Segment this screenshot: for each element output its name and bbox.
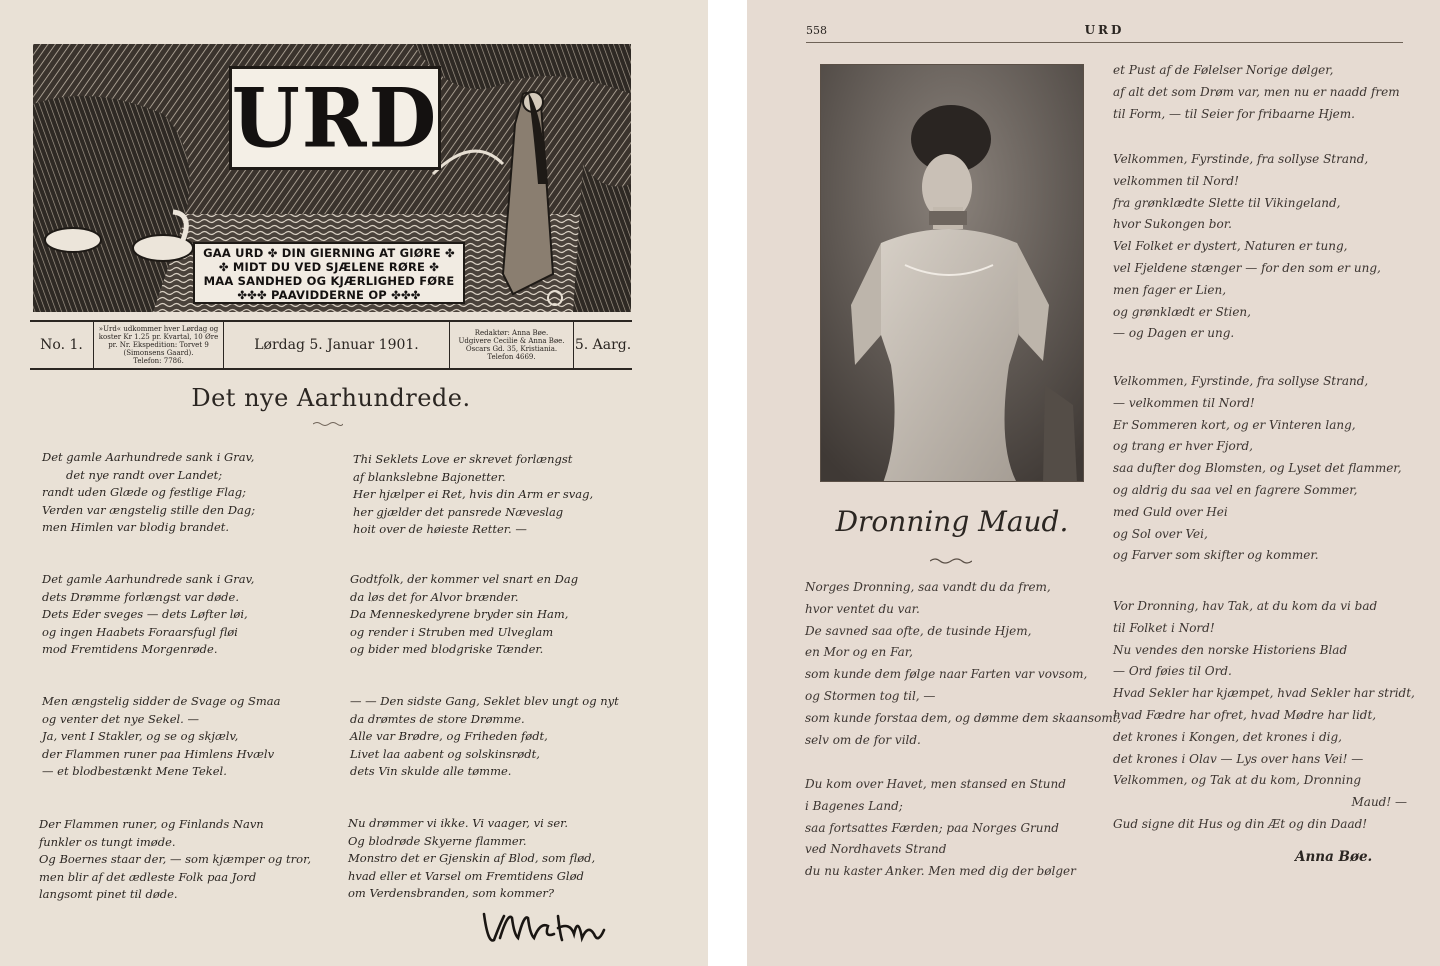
verse-line: Maud! —: [1351, 795, 1407, 810]
verse-line: dets Vin skulde alle tømme.: [350, 764, 512, 778]
poem-stanza: [348, 815, 595, 903]
verse-line: og bider med blodgriske Tænder.: [350, 642, 544, 656]
editorial-line: Oscars Gd. 35, Kristiania.: [465, 345, 558, 353]
poem-stanza: [42, 693, 281, 781]
motto-line: MAA SANDHED OG KJÆRLIGHED FØRE: [203, 274, 455, 288]
right-page: [747, 0, 1440, 966]
verse-line: Det gamle Aarhundrede sank i Grav,: [42, 572, 255, 586]
subscription-line: (Simonsens Gaard).: [123, 349, 194, 357]
subscription-line: koster Kr 1.25 pr. Kvartal, 10 Øre: [98, 333, 219, 341]
volume-number: 5. Aarg.: [574, 337, 632, 353]
verse-line: med Guld over Hei: [1113, 504, 1228, 519]
verse-line: Du kom over Havet, men stansed en Stund: [805, 777, 1066, 791]
verse-line: af blankslebne Bajonetter.: [353, 469, 506, 484]
left-page: [0, 0, 708, 966]
verse-line: saa fortsattes Færden; paa Norges Grund: [805, 820, 1059, 835]
verse-line: dets Drømme forlængst var døde.: [42, 589, 239, 604]
verse-line: som kunde forstaa dem, og dømme dem skaansomt,: [805, 710, 1122, 725]
poem-stanza: [42, 571, 254, 659]
editorial-line: Redaktør: Anna Bøe.: [474, 329, 549, 337]
editorial-line: Udgivere Cecilie & Anna Bøe.: [458, 337, 565, 345]
verse-line: vel Fjeldene stænger — for den som er ung,: [1113, 260, 1381, 275]
handwritten-signature: [478, 904, 610, 952]
verse-line: Verden var ængstelig stille den Dag;: [42, 502, 256, 517]
verse-line: De savned saa ofte, de tusinde Hjem,: [805, 623, 1032, 638]
verse-line: og render i Struben med Ulveglam: [350, 624, 554, 639]
verse-line: saa dufter dog Blomsten, og Lyset det flammer,: [1113, 461, 1402, 476]
motto-line: ✤✤✤ PAAVIDDERNE OP ✤✤✤: [237, 288, 421, 302]
editorial-line: Telefon 4669.: [487, 353, 536, 361]
verse-line: til Form, — til Seier for fribaarne Hjem.: [1113, 106, 1355, 121]
running-title: URD: [1084, 23, 1125, 37]
poem-stanza: [1113, 149, 1381, 345]
verse-line: her gjælder det pansrede Næveslag: [353, 504, 564, 519]
running-head: [806, 22, 1403, 43]
verse-line: Vel Folket er dystert, Naturen er tung,: [1113, 239, 1348, 254]
poem-stanza: [1113, 596, 1415, 836]
verse-line: hvad Fædre har ofret, hvad Mødre har lidt,: [1113, 707, 1377, 722]
verse-line: hoit over de høieste Retter. —: [353, 522, 527, 536]
verse-line: — og Dagen er ung.: [1113, 326, 1235, 341]
verse-line: til Folket i Nord!: [1113, 620, 1215, 635]
verse-line: Norges Dronning, saa vandt du da frem,: [805, 580, 1051, 594]
verse-line: men Himlen var blodig brandet.: [42, 520, 230, 534]
verse-line: Og blodrøde Skyerne flammer.: [348, 833, 527, 848]
motto-line: ✤ MIDT DU VED SJÆLENE RØRE ✤: [218, 260, 440, 274]
verse-line: — — Den sidste Gang, Seklet blev ungt og nyt: [350, 694, 619, 708]
masthead-woodcut: [33, 44, 631, 312]
verse-line: Her hjælper ei Ret, hvis din Arm er svag,: [353, 487, 594, 501]
verse-line: Der Flammen runer, og Finlands Navn: [39, 817, 264, 831]
verse-line: hvor Sukongen bor.: [1113, 217, 1232, 232]
verse-line: Gud signe dit Hus og din Æt og din Daad!: [1113, 816, 1368, 831]
verse-line: — velkommen til Nord!: [1113, 395, 1255, 410]
verse-line: Velkommen, Fyrstinde, fra sollyse Strand,: [1113, 152, 1369, 166]
verse-line: Velkommen, Fyrstinde, fra sollyse Strand,: [1113, 374, 1369, 388]
subscription-line: pr. Nr. Ekspedition: Torvet 9: [108, 341, 209, 349]
issue-number: No. 1.: [30, 322, 94, 368]
verse-line: Er Sommeren kort, og er Vinteren lang,: [1113, 417, 1356, 432]
verse-line: og Sol over Vei,: [1113, 526, 1208, 541]
subscription-info: [94, 322, 224, 368]
verse-line: af alt det som Drøm var, men nu er naadd frem: [1113, 84, 1400, 99]
poem-stanza: [805, 774, 1076, 883]
verse-line: Men ængstelig sidder de Svage og Smaa: [42, 694, 281, 708]
verse-line: en Mor og en Far,: [805, 645, 913, 660]
poem-stanza: [1113, 60, 1400, 125]
verse-line: Livet laa aabent og solskinsrødt,: [350, 746, 540, 761]
portrait-photo: [820, 64, 1084, 482]
verse-line: hvad eller et Varsel om Fremtidens Glød: [348, 868, 584, 883]
verse-line: Vor Dronning, hav Tak, at du kom da vi bad: [1113, 599, 1378, 613]
verse-line: som kunde dem følge naar Farten var vovsom,: [805, 667, 1088, 682]
verse-line: velkommen til Nord!: [1113, 173, 1239, 188]
issue-date: Lørdag 5. Januar 1901.: [224, 322, 450, 368]
verse-line: — et blodbestænkt Mene Tekel.: [42, 764, 227, 778]
verse-line: men blir af det ædleste Folk paa Jord: [39, 869, 257, 884]
poem-stanza: [350, 571, 578, 659]
verse-line: Thi Seklets Love er skrevet forlængst: [353, 452, 573, 466]
verse-line: — Ord føies til Ord.: [1113, 664, 1232, 679]
poem-stanza: [353, 451, 593, 539]
verse-line: fra grønklædte Slette til Vikingeland,: [1113, 195, 1341, 210]
page-number: 558: [806, 24, 827, 37]
verse-line: om Verdensbranden, som kommer?: [348, 886, 555, 900]
portrait-illustration: [821, 65, 1084, 482]
motto-box: [193, 242, 465, 304]
verse-line: Nu vendes den norske Historiens Blad: [1113, 642, 1348, 657]
masthead-title: URD: [231, 70, 439, 166]
verse-line: Monstro det er Gjenskin af Blod, som flød,: [348, 851, 596, 865]
verse-line: Alle var Brødre, og Friheden født,: [350, 729, 548, 743]
subscription-line: »Urd« udkommer hver Lørdag og: [98, 325, 219, 333]
ornament-divider: [313, 421, 343, 427]
portrait-caption: Dronning Maud.: [835, 505, 1069, 538]
verse-line: Nu drømmer vi ikke. Vi vaager, vi ser.: [348, 816, 569, 830]
poem-stanza: [1113, 371, 1402, 567]
verse-line: da løs det for Alvor brænder.: [350, 589, 519, 604]
ornament-divider: [930, 557, 972, 565]
masthead-title-box: [229, 66, 441, 170]
verse-line: og Stormen tog til, —: [805, 688, 936, 703]
verse-line: Velkommen, og Tak at du kom, Dronning: [1113, 773, 1362, 788]
verse-line: der Flammen runer paa Himlens Hvælv: [42, 746, 275, 761]
verse-line: men fager er Lien,: [1113, 282, 1227, 297]
subscription-line: Telefon: 7786.: [133, 357, 184, 365]
verse-line: selv om de for vild.: [805, 732, 921, 747]
verse-line: og venter det nye Sekel. —: [42, 711, 199, 726]
verse-line: og grønklædt er Stien,: [1113, 304, 1251, 319]
verse-line: mod Fremtidens Morgenrøde.: [42, 642, 218, 656]
author-signature: Anna Bøe.: [1295, 849, 1373, 865]
verse-line: Ja, vent I Stakler, og se og skjælv,: [42, 729, 239, 743]
poem-stanza: [805, 577, 1121, 751]
verse-line: Og Boernes staar der, — som kjæmper og tror,: [39, 852, 311, 866]
verse-line: hvor ventet du var.: [805, 601, 920, 616]
verse-line: og ingen Haabets Foraarsfugl fløi: [42, 624, 238, 639]
poem-stanza: [42, 449, 255, 537]
issue-info-bar: [30, 320, 632, 370]
verse-line: Godtfolk, der kommer vel snart en Dag: [350, 572, 579, 586]
verse-line: Dets Eder sveges — dets Løfter løi,: [42, 607, 248, 621]
verse-line: det krones i Kongen, det krones i dig,: [1113, 729, 1342, 744]
verse-line: da drømtes de store Drømme.: [350, 711, 525, 726]
verse-line: ved Nordhavets Strand: [805, 842, 947, 857]
verse-line: Hvad Sekler har kjæmpet, hvad Sekler har stridt,: [1113, 686, 1415, 701]
verse-line: det nye randt over Landet;: [66, 467, 223, 482]
verse-line: randt uden Glæde og festlige Flag;: [42, 485, 246, 499]
verse-line: du nu kaster Anker. Men med dig der bølger: [805, 864, 1076, 879]
poem-stanza: [39, 816, 311, 904]
verse-line: Da Menneskedyrene bryder sin Ham,: [350, 607, 569, 621]
verse-line: og trang er hver Fjord,: [1113, 439, 1253, 454]
verse-line: funkler os tungt imøde.: [39, 834, 176, 849]
verse-line: og Farver som skifter og kommer.: [1113, 548, 1319, 563]
verse-line: og aldrig du saa vel en fagrere Sommer,: [1113, 482, 1358, 497]
verse-line: et Pust af de Følelser Norige dølger,: [1113, 63, 1334, 77]
editorial-info: [450, 322, 574, 368]
verse-line: det krones i Olav — Lys over hans Vei! —: [1113, 751, 1364, 766]
poem-title: Det nye Aarhundrede.: [191, 384, 471, 412]
poem-stanza: [350, 693, 619, 781]
motto-line: GAA URD ✤ DIN GIERNING AT GIØRE ✤: [203, 246, 455, 260]
verse-line: langsomt pinet til døde.: [39, 887, 178, 901]
verse-line: i Bagenes Land;: [805, 798, 903, 813]
verse-line: Det gamle Aarhundrede sank i Grav,: [42, 450, 255, 464]
